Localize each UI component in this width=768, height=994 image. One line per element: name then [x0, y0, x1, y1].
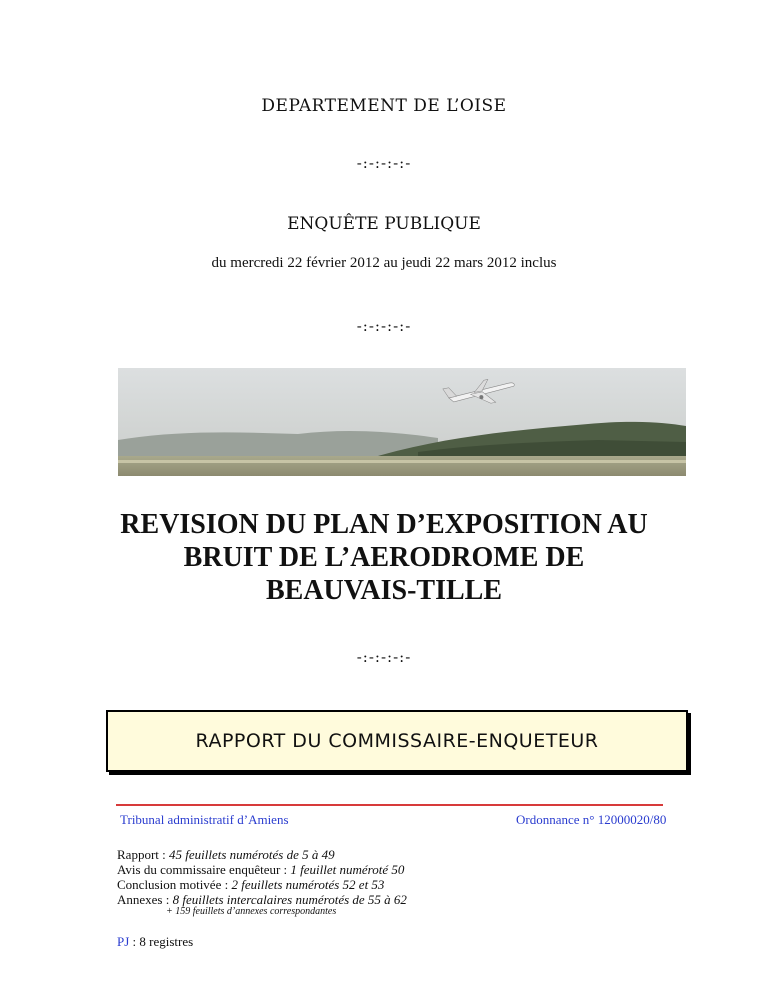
meta-value: 8 feuillets intercalaires numérotés de 55 à 62 [172, 892, 407, 907]
pj-line [117, 934, 193, 950]
meta-line-conclusion [117, 877, 384, 893]
enquete-heading: ENQUÊTE PUBLIQUE [287, 214, 481, 234]
annex-note: + 159 feuillets d’annexes correspondantes [166, 906, 337, 917]
tribunal-label: Tribunal administratif d’Amiens [120, 812, 289, 827]
meta-line-avis [117, 862, 404, 878]
meta-label: Annexes : [117, 892, 173, 907]
meta-line-rapport [117, 847, 335, 863]
title-line-2: BRUIT DE L’AERODROME DE [183, 542, 585, 573]
title-line-1: REVISION DU PLAN D’EXPOSITION AU [120, 509, 648, 540]
title-line-3: BEAUVAIS-TILLE [265, 575, 503, 606]
document-title [0, 508, 768, 607]
meta-label: Rapport : [117, 847, 169, 862]
meta-value: 45 feuillets numérotés de 5 à 49 [169, 847, 335, 862]
pj-value: : 8 registres [129, 934, 194, 949]
meta-value: 1 feuillet numéroté 50 [290, 862, 405, 877]
meta-label: Conclusion motivée : [117, 877, 232, 892]
airport-photo [118, 368, 686, 476]
pj-label: PJ [117, 934, 130, 949]
department-heading: DEPARTEMENT DE L’OISE [261, 96, 507, 116]
ordonnance-number: Ordonnance n° 12000020/80 [516, 812, 667, 827]
report-box-label: RAPPORT DU COMMISSAIRE-ENQUETEUR [195, 730, 599, 752]
separator-3: -:-:-:-:- [356, 648, 412, 666]
separator-2: -:-:-:-:- [356, 317, 412, 335]
footer-divider [116, 804, 663, 806]
meta-value: 2 feuillets numérotés 52 et 53 [231, 877, 385, 892]
report-box [106, 710, 688, 772]
separator-1: -:-:-:-:- [356, 154, 412, 172]
enquete-dates: du mercredi 22 février 2012 au jeudi 22 mars 2012 inclus [211, 255, 557, 271]
meta-label: Avis du commissaire enquêteur : [117, 862, 291, 877]
